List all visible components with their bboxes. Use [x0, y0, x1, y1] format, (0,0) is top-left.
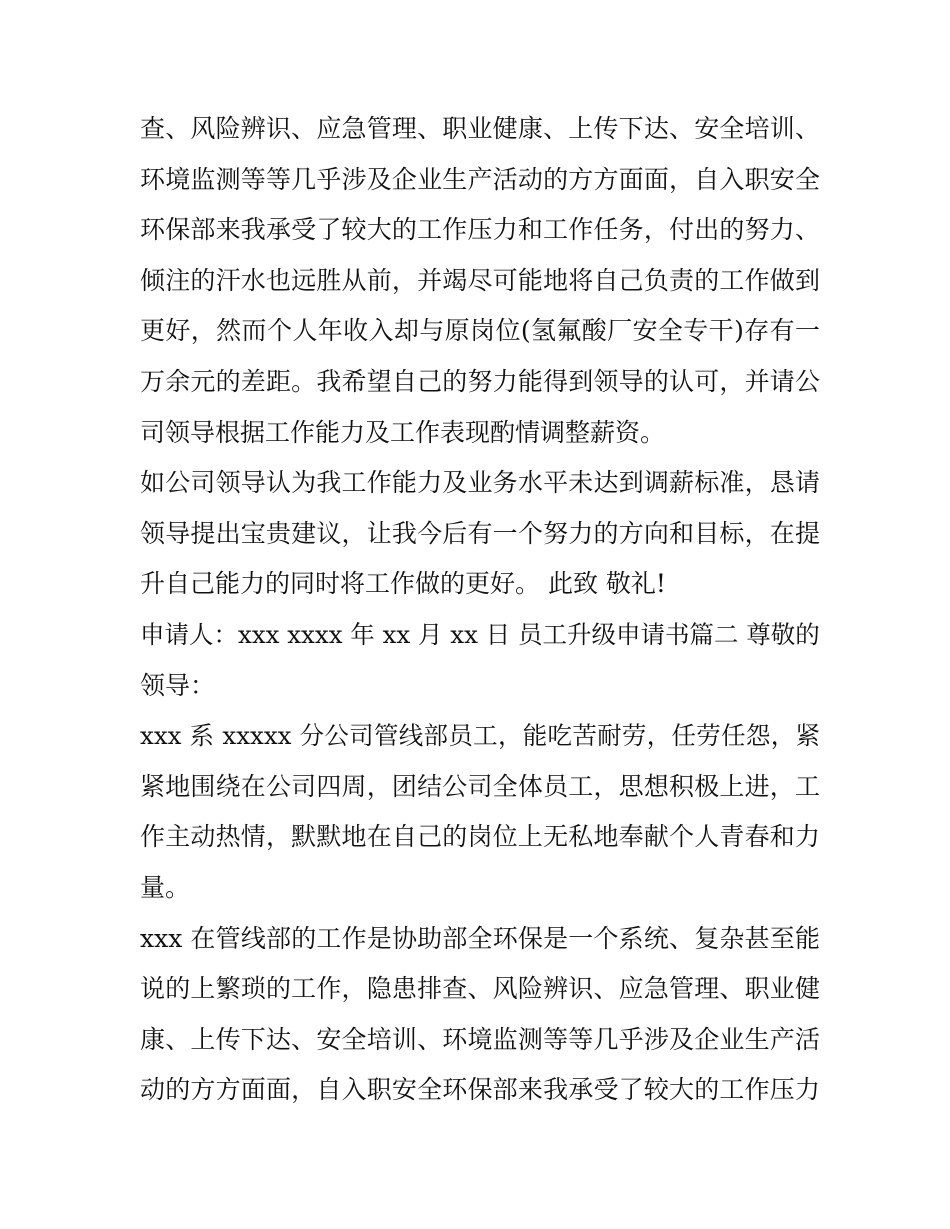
text-line: 环保部来我承受了较大的工作压力和工作任务，付出的努力、	[140, 215, 820, 245]
text-line: 作主动热情，默默地在自己的岗位上无私地奉献个人青春和力	[140, 822, 820, 852]
text-line: 环境监测等等几乎涉及企业生产活动的方方面面，自入职安全	[140, 164, 820, 194]
text-line: 量。	[140, 872, 191, 902]
text-line: 申请人：xxx xxxx 年 xx 月 xx 日 员工升级申请书篇二 尊敬的	[140, 619, 820, 649]
text-line: 倾注的汗水也远胜从前，并竭尽可能地将自己负责的工作做到	[140, 265, 820, 295]
text-line: 司领导根据工作能力及工作表现酌情调整薪资。	[140, 417, 666, 447]
text-line: 动的方方面面，自入职安全环保部来我承受了较大的工作压力	[140, 1075, 820, 1105]
text-line: 查、风险辨识、应急管理、职业健康、上传下达、安全培训、	[140, 114, 820, 143]
text-line: 如公司领导认为我工作能力及业务水平未达到调薪标准，恳请	[140, 468, 820, 498]
text-line: 说的上繁琐的工作，隐患排查、风险辨识、应急管理、职业健	[140, 974, 820, 1004]
text-line: 紧地围绕在公司四周，团结公司全体员工，思想积极上进，工	[140, 771, 820, 801]
text-line: 更好，然而个人年收入却与原岗位(氢氟酸厂安全专干)存有一	[140, 316, 820, 346]
text-line: 康、上传下达、安全培训、环境监测等等几乎涉及企业生产活	[140, 1024, 820, 1054]
text-line: xxx 系 xxxxx 分公司管线部员工，能吃苦耐劳，任劳任怨，紧	[140, 721, 820, 751]
text-line: xxx 在管线部的工作是协助部全环保是一个系统、复杂甚至能	[140, 923, 820, 953]
body-text	[140, 104, 820, 1116]
text-line: 领导：	[140, 670, 216, 700]
text-line: 升自己能力的同时将工作做的更好。 此致 敬礼!	[140, 569, 666, 599]
text-line: 万余元的差距。我希望自己的努力能得到领导的认可，并请公	[140, 366, 820, 396]
text-line: 领导提出宝贵建议，让我今后有一个努力的方向和目标，在提	[140, 518, 820, 548]
